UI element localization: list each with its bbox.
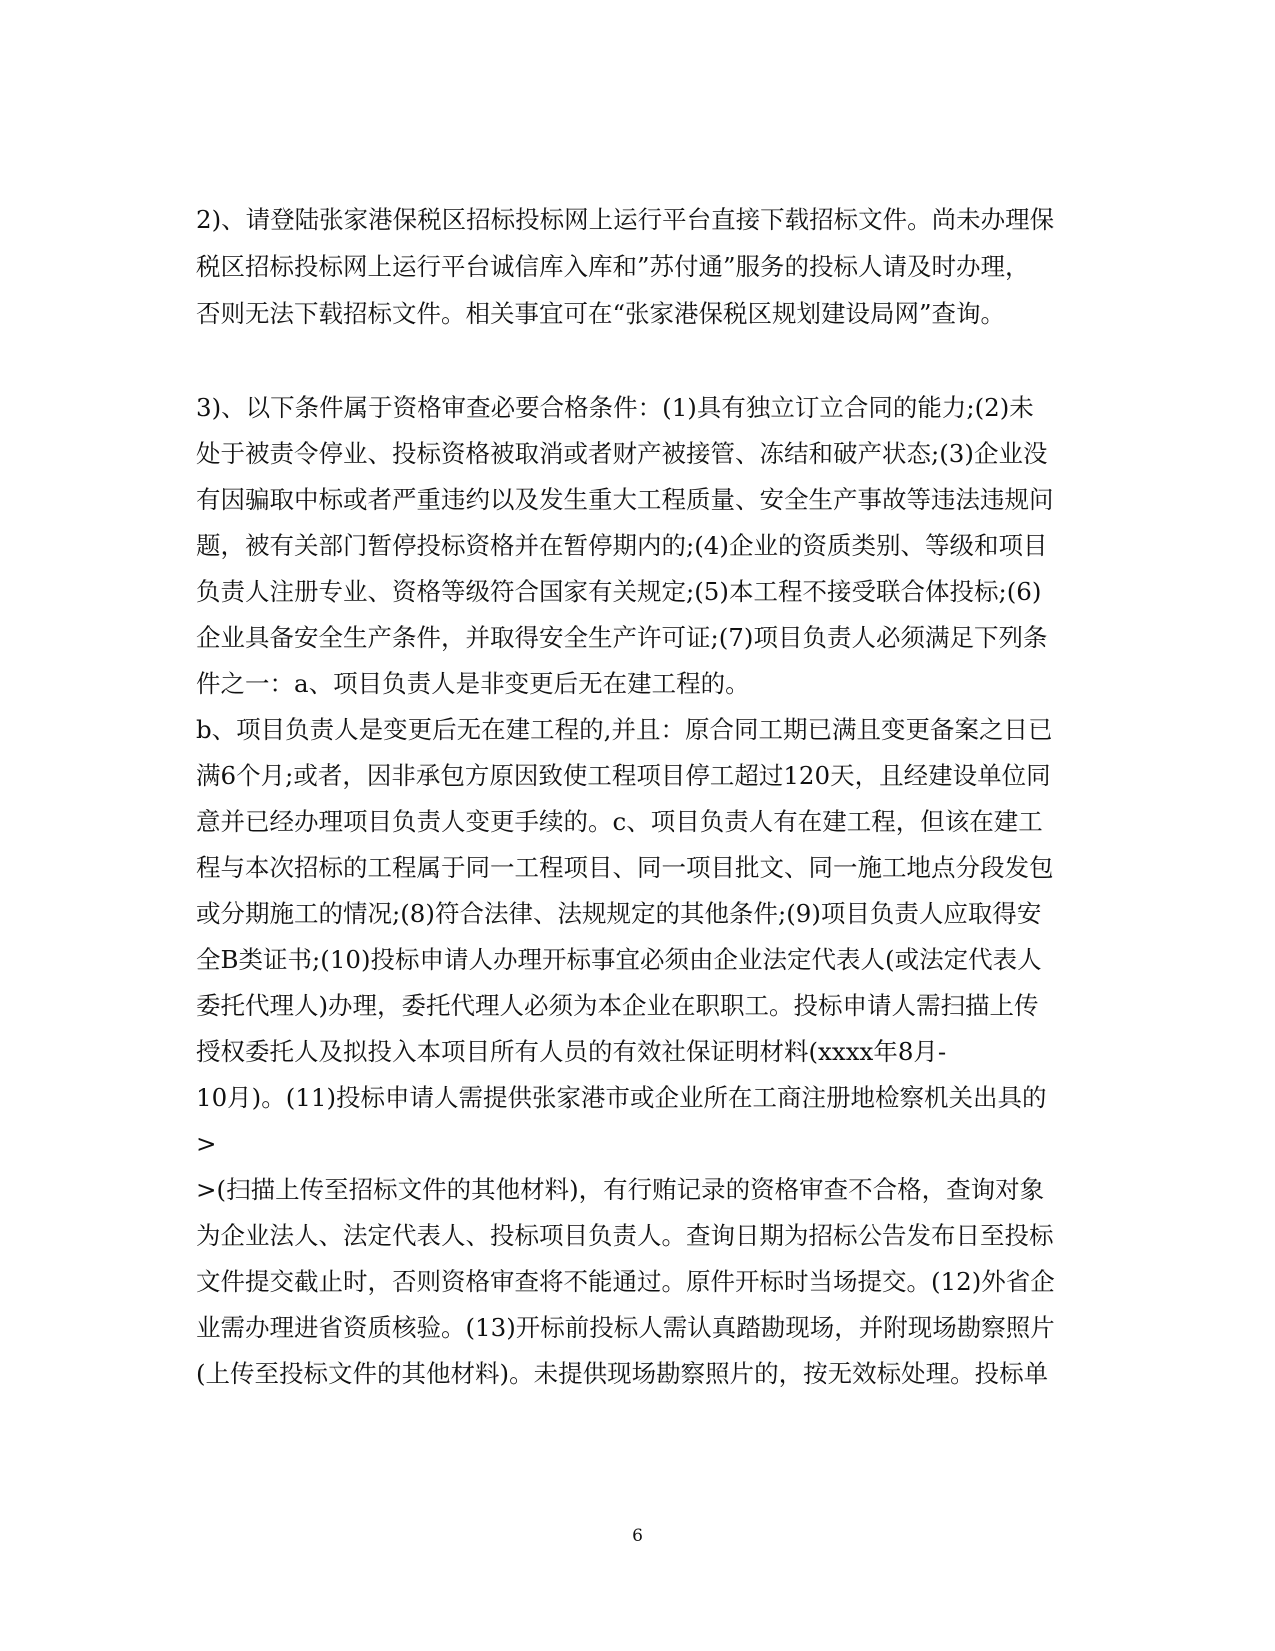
text-line: 2)、请登陆张家港保税区招标投标网上运行平台直接下载招标文件。尚未办理保 (196, 205, 1055, 234)
text-line: 税区招标投标网上运行平台诚信库入库和”苏付通”服务的投标人请及时办理， (196, 252, 1030, 281)
text-line: 为企业法人、法定代表人、投标项目负责人。查询日期为招标公告发布日至投标 (196, 1221, 1054, 1250)
text-line: 程与本次招标的工程属于同一工程项目、同一项目批文、同一施工地点分段发包 (196, 853, 1054, 882)
text-line: 授权委托人及拟投入本项目所有人员的有效社保证明材料(xxxx年8月- (196, 1037, 947, 1066)
text-line: 题，被有关部门暂停投标资格并在暂停期内的;(4)企业的资质类别、等级和项目 (196, 531, 1048, 560)
text-line: 满6个月;或者，因非承包方原因致使工程项目停工超过120天，且经建设单位同 (196, 761, 1051, 790)
text-line: 委托代理人)办理，委托代理人必须为本企业在职职工。投标申请人需扫描上传 (196, 991, 1039, 1020)
page-number: 6 (632, 1526, 643, 1546)
text-line: 意并已经办理项目负责人变更手续的。c、项目负责人有在建工程，但该在建工 (196, 807, 1043, 836)
text-line: (上传至投标文件的其他材料)。未提供现场勘察照片的，按无效标处理。投标单 (196, 1359, 1049, 1388)
text-line: b、项目负责人是变更后无在建工程的,并且：原合同工期已满且变更备案之日已 (196, 715, 1053, 744)
text-line: 或分期施工的情况;(8)符合法律、法规规定的其他条件;(9)项目负责人应取得安 (196, 899, 1042, 928)
text-line: > (196, 1129, 217, 1158)
text-line: 负责人注册专业、资格等级符合国家有关规定;(5)本工程不接受联合体投标;(6) (196, 577, 1042, 606)
text-line: >(扫描上传至招标文件的其他材料)，有行贿记录的资格审查不合格，查询对象 (196, 1175, 1045, 1204)
text-line: 处于被责令停业、投标资格被取消或者财产被接管、冻结和破产状态;(3)企业没 (196, 439, 1048, 468)
text-line: 否则无法下载招标文件。相关事宜可在“张家港保税区规划建设局网”查询。 (196, 299, 1006, 328)
text-line: 件之一：a、项目负责人是非变更后无在建工程的。 (196, 669, 750, 698)
text-line: 3)、以下条件属于资格审查必要合格条件：(1)具有独立订立合同的能力;(2)未 (196, 393, 1034, 422)
text-line: 文件提交截止时，否则资格审查将不能通过。原件开标时当场提交。(12)外省企 (196, 1267, 1055, 1296)
text-line: 业需办理进省资质核验。(13)开标前投标人需认真踏勘现场，并附现场勘察照片 (196, 1313, 1055, 1342)
text-line: 10月)。(11)投标申请人需提供张家港市或企业所在工商注册地检察机关出具的 (196, 1083, 1047, 1112)
text-line: 企业具备安全生产条件，并取得安全生产许可证;(7)项目负责人必须满足下列条 (196, 623, 1048, 652)
text-line: 全B类证书;(10)投标申请人办理开标事宜必须由企业法定代表人(或法定代表人 (196, 945, 1042, 974)
text-line: 有因骗取中标或者严重违约以及发生重大工程质量、安全生产事故等违法违规问 (196, 485, 1054, 514)
